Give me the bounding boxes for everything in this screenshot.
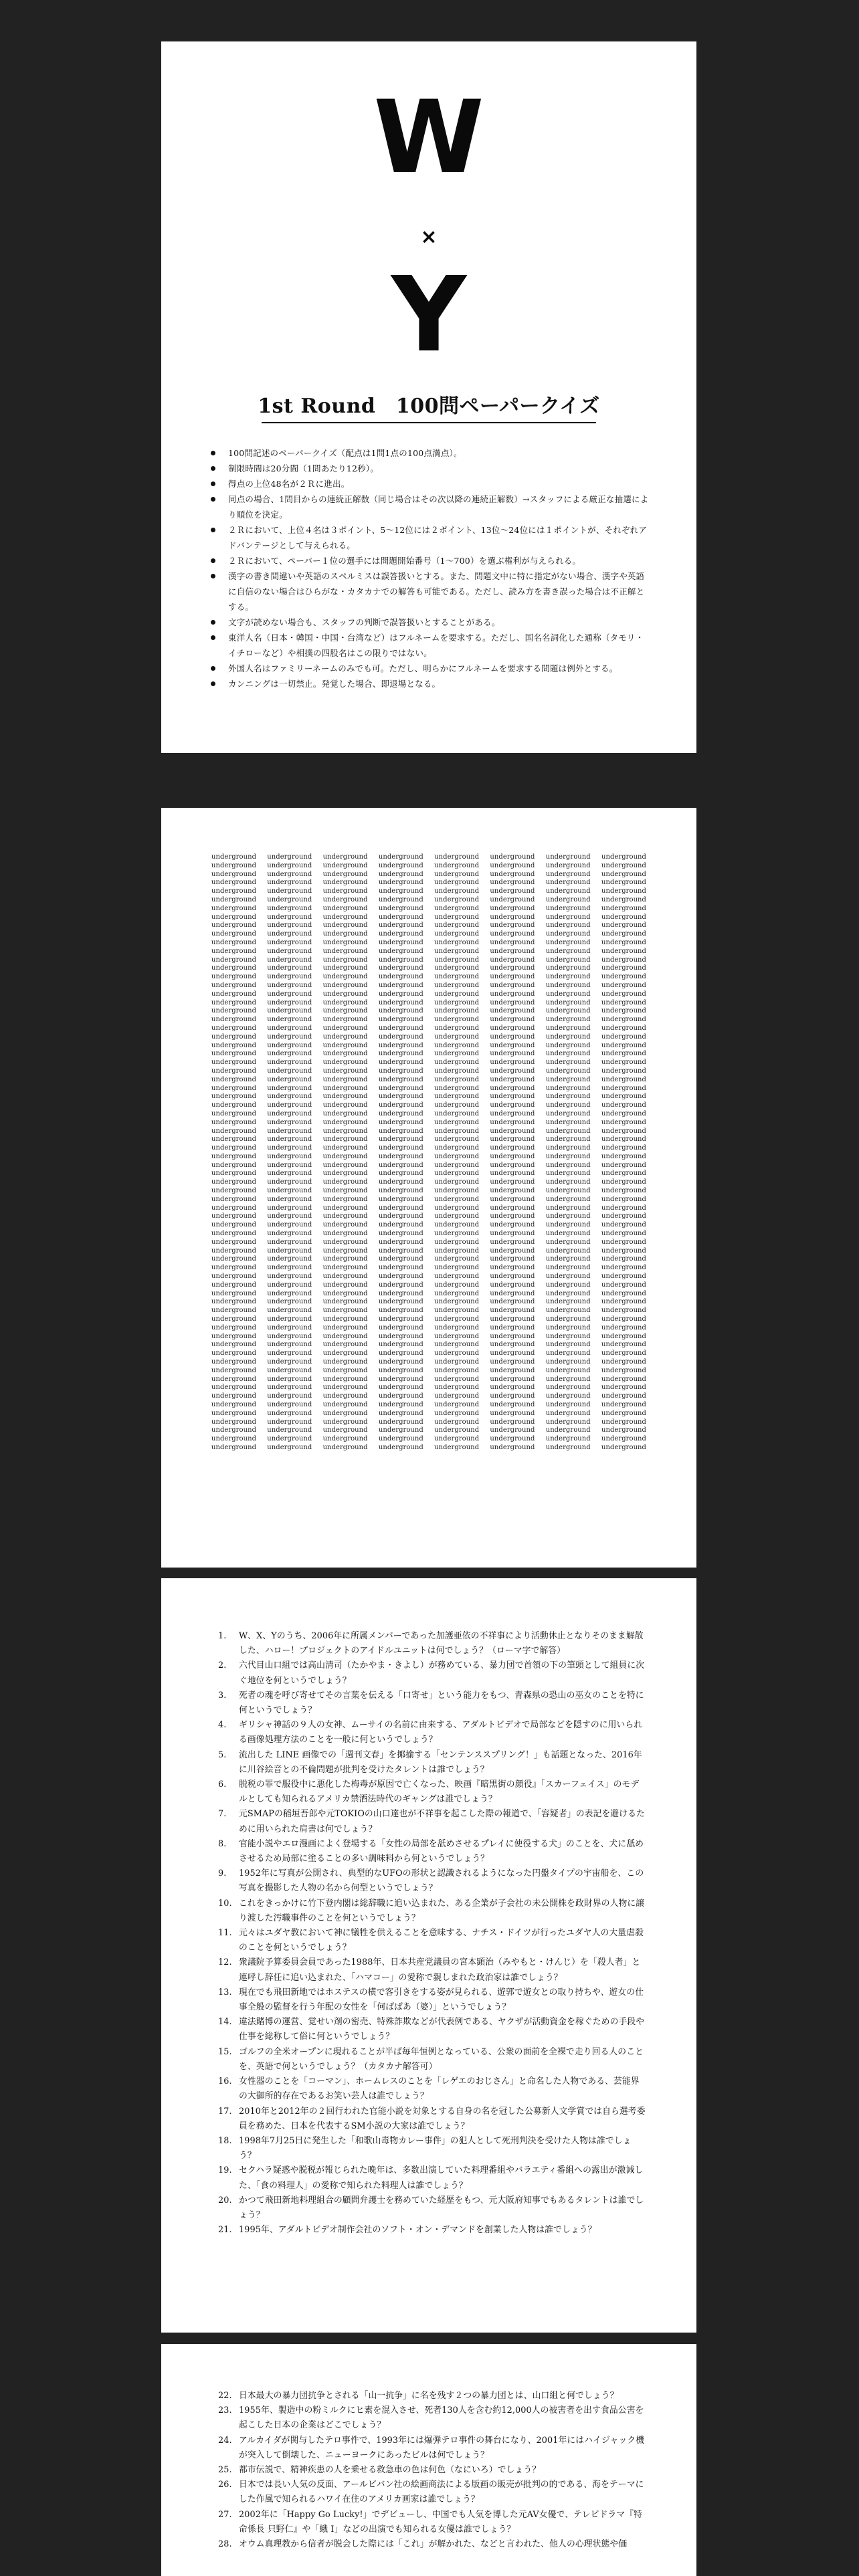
filler-line: underground underground underground underground underground underground underground underground	[211, 1161, 646, 1169]
question-number: 16.	[218, 2076, 232, 2087]
rule-item: ２Ｒにおいて、上位４名は３ポイント、5～12位には２ポイント、13位～24位には１ポイントが、それぞれアドバンテージとして与えられる。	[208, 522, 650, 553]
filler-line: underground underground underground underground underground underground underground underground	[211, 956, 646, 964]
filler-line: underground underground underground underground underground underground underground underground	[211, 981, 646, 989]
question-item	[218, 2223, 646, 2238]
question-text: 衆議院予算委員会員であった1988年、日本共産党議員の宮本顕治（みやもと・けんじ）を「殺人者」と連呼し辞任に追い込まれた、「ハマコー」の愛称で親しまれた政治家は誰でしょう？	[239, 1957, 641, 1983]
question-text: 六代目山口組では高山清司（たかやま・きよし）が務めている、暴力団で首領の下の筆頭として組員に次ぐ地位を何というでしょう？	[239, 1660, 645, 1686]
question-number: 17.	[218, 2106, 232, 2117]
question-text: 2002年に「Happy Go Lucky!」でデビューし、中国でも人気を博した元AV女優で、テレビドラマ『特命係長 只野仁』や「蛾 Ⅰ」などの出演でも知られる女優は誰でしょう？	[239, 2509, 642, 2535]
question-item	[218, 1985, 646, 2015]
filler-line: underground underground underground underground underground underground underground underground	[211, 938, 646, 946]
filler-line: underground underground underground underground underground underground underground underground	[211, 1247, 646, 1255]
filler-line: underground underground underground underground underground underground underground underground	[211, 930, 646, 938]
rule-item: 漢字の書き間違いや英語のスペルミスは誤答扱いとする。また、問題文中に特に指定がない場合、漢字や英語に自信のない場合はひらがな・カタカナでの解答も可能である。ただし、読み方を書き誤った場合は不正解とする。	[208, 568, 650, 615]
filler-line: underground underground underground underground underground underground underground underground	[211, 922, 646, 930]
question-number: 6.	[218, 1780, 227, 1790]
filler-line: underground underground underground underground underground underground underground underground	[211, 1341, 646, 1349]
question-number: 4.	[218, 1720, 227, 1731]
question-number: 22.	[218, 2391, 232, 2401]
question-number: 26.	[218, 2480, 232, 2490]
filler-line: underground underground underground underground underground underground underground underground	[211, 904, 646, 912]
question-item	[218, 1866, 646, 1896]
question-text: 都市伝説で、精神疾患の人を乗せる救急車の色は何色（なにいろ）でしょう？	[239, 2465, 541, 2476]
filler-line: underground underground underground underground underground underground underground underground	[211, 1375, 646, 1383]
filler-line: underground underground underground underground underground underground underground underground	[211, 1033, 646, 1041]
question-text: アルカイダが関与したテロ事件で、1993年には爆弾テロ事件の舞台になり、2001年にはハイジャック機が突入して倒壊した、ニューヨークにあったビルは何でしょう？	[239, 2435, 645, 2460]
question-text: ギリシャ神話の９人の女神、ムーサイの名前に由来する、アダルトビデオで局部などを隠すのに用いられる画像処理方法のことを一般に何というでしょう？	[239, 1720, 643, 1745]
filler-line: underground underground underground underground underground underground underground underground	[211, 1187, 646, 1195]
filler-line: underground underground underground underground underground underground underground underground	[211, 1392, 646, 1400]
question-item	[218, 1955, 646, 1985]
filler-line: underground underground underground underground underground underground underground underground	[211, 1212, 646, 1220]
question-number: 5.	[218, 1749, 227, 1760]
w-x-y-logo	[161, 41, 696, 376]
filler-line: underground underground underground underground underground underground underground underground	[211, 870, 646, 878]
question-text: 元SMAPの稲垣吾郎や元TOKIOの山口達也が不祥事を起こした際の報道で、「容疑者」の表記を避けるために用いられた肩書は何でしょう？	[239, 1809, 645, 1834]
question-number: 18.	[218, 2135, 232, 2146]
question-number: 13.	[218, 1987, 232, 1998]
filler-line: underground underground underground underground underground underground underground underground	[211, 1152, 646, 1160]
filler-line: underground underground underground underground underground underground underground underground	[211, 1067, 646, 1075]
question-text: 死者の魂を呼び寄せてその言葉を伝える「口寄せ」という能力をもつ、青森県の恐山の巫女のことを特に何というでしょう？	[239, 1690, 644, 1716]
rule-item: 得点の上位48名が２Ｒに進出。	[208, 476, 650, 492]
filler-line: underground underground underground underground underground underground underground underground	[211, 1264, 646, 1272]
filler-line: underground underground underground underground underground underground underground underground	[211, 990, 646, 998]
rule-item: 文字が読めない場合も、スタッフの判断で誤答扱いとすることがある。	[208, 615, 650, 630]
filler-line: underground underground underground underground underground underground underground underground	[211, 1109, 646, 1117]
rule-item: ２Ｒにおいて、ペーパー１位の選手には問題開始番号（1～700）を選ぶ権利が与えられる。	[208, 553, 650, 568]
filler-line: underground underground underground underground underground underground underground underground	[211, 1418, 646, 1426]
question-item	[218, 1629, 646, 1658]
question-text: セクハラ疑惑や脱税が報じられた晩年は、多数出演していた料理番組やバラエティ番組への露出が激減した、「食の料理人」の愛称で知られた料理人は誰でしょう？	[239, 2165, 644, 2191]
question-item	[218, 1807, 646, 1836]
filler-text-block	[211, 853, 646, 1453]
question-text: 1952年に写真が公開され、典型的なUFOの形状と認識されるようになった円盤タイプの宇宙船を、この写真を撮影した人物の名から何型というでしょう？	[239, 1868, 644, 1894]
question-item	[218, 2105, 646, 2134]
question-item	[218, 2478, 646, 2507]
question-number: 12.	[218, 1957, 232, 1968]
question-list	[218, 1629, 646, 2238]
question-item	[218, 2193, 646, 2223]
question-text: 2010年と2012年の２回行われた官能小説を対象とする自身の名を冠した公募新人文学賞では自ら選考委員を務めた、日本を代表するSM小説の大家は誰でしょう？	[239, 2106, 646, 2131]
filler-line: underground underground underground underground underground underground underground underground	[211, 1409, 646, 1417]
filler-line: underground underground underground underground underground underground underground underground	[211, 1204, 646, 1212]
filler-line: underground underground underground underground underground underground underground underground	[211, 947, 646, 955]
question-text: 1955年、製造中の粉ミルクにヒ素を混入させ、死者130人を含む約12,000人の被害者を出す食品公害を起こした日本の企業はどこでしょう？	[239, 2405, 644, 2431]
filler-line: underground underground underground underground underground underground underground underground	[211, 1059, 646, 1067]
filler-line: underground underground underground underground underground underground underground underground	[211, 853, 646, 861]
filler-line: underground underground underground underground underground underground underground underground	[211, 1101, 646, 1109]
question-number: 7.	[218, 1809, 227, 1820]
question-item	[218, 1748, 646, 1778]
question-text: 元々はユダヤ教において神に犠牲を供えることを意味する、ナチス・ドイツが行ったユダヤ人の大量虐殺のことを何というでしょう？	[239, 1928, 644, 1953]
question-number: 25.	[218, 2465, 232, 2476]
question-text: 女性器のことを「コーマン」、ホームレスのことを「レゲエのおじさん」と命名した人物である、芸能界の大御所的存在であるお笑い芸人は誰でしょう？	[239, 2076, 640, 2102]
filler-line: underground underground underground underground underground underground underground underground	[211, 1332, 646, 1340]
question-number: 14.	[218, 2017, 232, 2028]
filler-line: underground underground underground underground underground underground underground underground	[211, 1195, 646, 1203]
question-text: W、X、Yのうち、2006年に所属メンバーであった加護亜依の不祥事により活動休止となりそのまま解散した、ハロー！プロジェクトのアイドルユニットは何でしょう？（ローマ字で解答）	[239, 1631, 644, 1656]
question-text: 1998年7月25日に発生した「和歌山毒物カレー事件」の犯人として死刑判決を受けた人物は誰でしょう？	[239, 2135, 632, 2161]
filler-line: underground underground underground underground underground underground underground underground	[211, 1350, 646, 1358]
question-number: 11.	[218, 1928, 232, 1939]
question-item	[218, 2163, 646, 2193]
document-page-2	[161, 808, 696, 1568]
question-number: 2.	[218, 1660, 227, 1671]
question-number: 15.	[218, 2046, 232, 2057]
question-number: 23.	[218, 2405, 232, 2416]
question-text: 日本最大の暴力団抗争とされる「山一抗争」に名を残す２つの暴力団とは、山口組と何でしょう？	[239, 2391, 619, 2401]
filler-line: underground underground underground underground underground underground underground underground	[211, 879, 646, 887]
filler-line: underground underground underground underground underground underground underground underground	[211, 1307, 646, 1315]
filler-line: underground underground underground underground underground underground underground underground	[211, 1084, 646, 1092]
filler-line: underground underground underground underground underground underground underground underground	[211, 1118, 646, 1126]
question-number: 19.	[218, 2165, 232, 2176]
filler-line: underground underground underground underground underground underground underground underground	[211, 895, 646, 903]
rule-item: 外国人名はファミリーネームのみでも可。ただし、明らかにフルネームを要求する問題は例外とする。	[208, 661, 650, 676]
question-number: 21.	[218, 2225, 232, 2236]
filler-line: underground underground underground underground underground underground underground underground	[211, 1443, 646, 1451]
filler-line: underground underground underground underground underground underground underground underground	[211, 1238, 646, 1246]
filler-line: underground underground underground underground underground underground underground underground	[211, 1366, 646, 1374]
question-item	[218, 1897, 646, 1926]
question-number: 3.	[218, 1690, 227, 1701]
filler-line: underground underground underground underground underground underground underground underground	[211, 964, 646, 972]
logo-letter-y: Y	[391, 254, 467, 375]
question-item	[218, 1658, 646, 1688]
question-text: ゴルフの全米オープンに現れることが半ば毎年恒例となっている、公衆の面前を全裸で走り回る人のことを、英語で何というでしょう？（カタカナ解答可）	[239, 2046, 644, 2072]
question-item	[218, 2403, 646, 2433]
rule-item: 同点の場合、1問目からの連続正解数（同じ場合はその次以降の連続正解数）→スタッフによる厳正な抽選により順位を決定。	[208, 492, 650, 522]
question-text: これをきっかけに竹下登内閣は総辞職に追い込まれた、ある企業が子会社の未公開株を政財界の人物に譲り渡した汚職事件のことを何というでしょう？	[239, 1898, 645, 1923]
question-number: 10.	[218, 1898, 232, 1909]
rule-item: カンニングは一切禁止。発覚した場合、即退場となる。	[208, 676, 650, 691]
page-title: 1st Round 100問ペーパークイズ	[258, 395, 600, 418]
rules-list	[208, 445, 650, 691]
question-list	[218, 2389, 646, 2552]
filler-line: underground underground underground underground underground underground underground underground	[211, 1075, 646, 1083]
filler-line: underground underground underground underground underground underground underground underground	[211, 1144, 646, 1152]
filler-line: underground underground underground underground underground underground underground underground	[211, 861, 646, 869]
question-item	[218, 1689, 646, 1718]
title-underline	[262, 422, 596, 423]
logo-times-symbol: ×	[420, 225, 438, 249]
question-text: 日本では長い人気の反面、アールビバン社の絵画商法による版画の販売が批判の的である、海をテーマにした作風で知られるハワイ在住のアメリカ画家は誰でしょう？	[239, 2480, 644, 2505]
question-item	[218, 1837, 646, 1866]
filler-line: underground underground underground underground underground underground underground underground	[211, 1323, 646, 1331]
logo-letter-w: W	[373, 80, 484, 196]
question-item	[218, 1718, 646, 1747]
question-text: 官能小説やエロ漫画によく登場する「女性の局部を舐めさせるプレイに使役する犬」のことを、犬に舐めさせるため局部に塗ることの多い調味料から何というでしょう？	[239, 1838, 644, 1864]
filler-line: underground underground underground underground underground underground underground underground	[211, 1435, 646, 1443]
filler-line: underground underground underground underground underground underground underground underground	[211, 1289, 646, 1297]
question-text: 脱税の罪で服役中に悪化した梅毒が原因で亡くなった、映画『暗黒街の顔役』「スカーフェイス」のモデルとしても知られるアメリカ禁酒法時代のギャングは誰でしょう？	[239, 1780, 640, 1805]
filler-line: underground underground underground underground underground underground underground underground	[211, 1050, 646, 1058]
question-item	[218, 2434, 646, 2463]
question-number: 8.	[218, 1838, 227, 1849]
question-text: かつて飛田新地料理組合の顧問弁護士を務めていた経歴をもつ、元大阪府知事でもあるタレントは誰でしょう？	[239, 2195, 644, 2220]
question-item	[218, 1778, 646, 1807]
question-text: 流出した LINE 画像での「週刊文春」を揶揄する「センテンススプリング！」も話題となった、2016年に川谷絵音との不倫問題が批判を受けたタレントは誰でしょう？	[239, 1749, 642, 1775]
filler-line: underground underground underground underground underground underground underground underground	[211, 1024, 646, 1032]
question-number: 20.	[218, 2195, 232, 2206]
filler-line: underground underground underground underground underground underground underground underground	[211, 1221, 646, 1229]
filler-line: underground underground underground underground underground underground underground underground	[211, 1358, 646, 1366]
filler-line: underground underground underground underground underground underground underground underground	[211, 1127, 646, 1135]
filler-line: underground underground underground underground underground underground underground underground	[211, 1007, 646, 1015]
question-item	[218, 2508, 646, 2537]
question-item	[218, 1926, 646, 1955]
filler-line: underground underground underground underground underground underground underground underground	[211, 1230, 646, 1238]
question-number: 28.	[218, 2539, 232, 2550]
filler-line: underground underground underground underground underground underground underground underground	[211, 998, 646, 1006]
document-page-3	[161, 1578, 696, 2333]
question-text: 現在でも飛田新地ではホステスの横で客引きをする姿が見られる、遊郭で遊女との取り持ちや、遊女の仕事全般の監督を行う年配の女性を「何ばばあ（婆）」というでしょう？	[239, 1987, 644, 2013]
rule-item: 100問記述のペーパークイズ（配点は1問1点の100点満点）。	[208, 445, 650, 461]
question-item	[218, 2463, 646, 2478]
filler-line: underground underground underground underground underground underground underground underground	[211, 1016, 646, 1024]
filler-line: underground underground underground underground underground underground underground underground	[211, 1093, 646, 1101]
filler-line: underground underground underground underground underground underground underground underground	[211, 1041, 646, 1049]
filler-line: underground underground underground underground underground underground underground underground	[211, 1315, 646, 1323]
question-text: 違法賭博の運営、覚せい剤の密売、特殊詐欺などが代表例である、ヤクザが活動資金を稼ぐための手段や仕事を総称して俗に何というでしょう？	[239, 2017, 645, 2042]
question-item	[218, 2389, 646, 2403]
filler-line: underground underground underground underground underground underground underground underground	[211, 1384, 646, 1392]
filler-line: underground underground underground underground underground underground underground underground	[211, 913, 646, 921]
filler-line: underground underground underground underground underground underground underground underground	[211, 1273, 646, 1281]
filler-line: underground underground underground underground underground underground underground underground	[211, 1178, 646, 1186]
question-item	[218, 2537, 646, 2552]
filler-line: underground underground underground underground underground underground underground underground	[211, 1281, 646, 1289]
filler-line: underground underground underground underground underground underground underground underground	[211, 1426, 646, 1434]
question-text: 1995年、アダルトビデオ制作会社のソフト・オン・デマンドを創業した人物は誰でしょう？	[239, 2225, 597, 2236]
document-page-1	[161, 41, 696, 753]
filler-line: underground underground underground underground underground underground underground underground	[211, 1298, 646, 1306]
rule-item: 制限時間は20分間（1問あたり12秒）。	[208, 461, 650, 476]
filler-line: underground underground underground underground underground underground underground underground	[211, 1136, 646, 1144]
document-page-4	[161, 2344, 696, 2576]
question-number: 27.	[218, 2509, 232, 2520]
filler-line: underground underground underground underground underground underground underground underground	[211, 887, 646, 895]
question-item	[218, 2074, 646, 2104]
question-number: 24.	[218, 2435, 232, 2446]
question-item	[218, 2134, 646, 2163]
question-item	[218, 2045, 646, 2074]
question-item	[218, 2015, 646, 2044]
filler-line: underground underground underground underground underground underground underground underground	[211, 1170, 646, 1178]
rule-item: 東洋人名（日本・韓国・中国・台湾など）はフルネームを要求する。ただし、国名名詞化した通称（タモリ・イチローなど）や相撲の四股名はこの限りではない。	[208, 630, 650, 661]
question-number: 1.	[218, 1631, 227, 1641]
question-number: 9.	[218, 1868, 227, 1879]
question-text: オウム真理教から信者が脱会した際には「これ」が解かれた、などと言われた、他人の心理状態や価	[239, 2539, 628, 2550]
filler-line: underground underground underground underground underground underground underground underground	[211, 973, 646, 981]
filler-line: underground underground underground underground underground underground underground underground	[211, 1401, 646, 1408]
filler-line: underground underground underground underground underground underground underground underground	[211, 1255, 646, 1263]
